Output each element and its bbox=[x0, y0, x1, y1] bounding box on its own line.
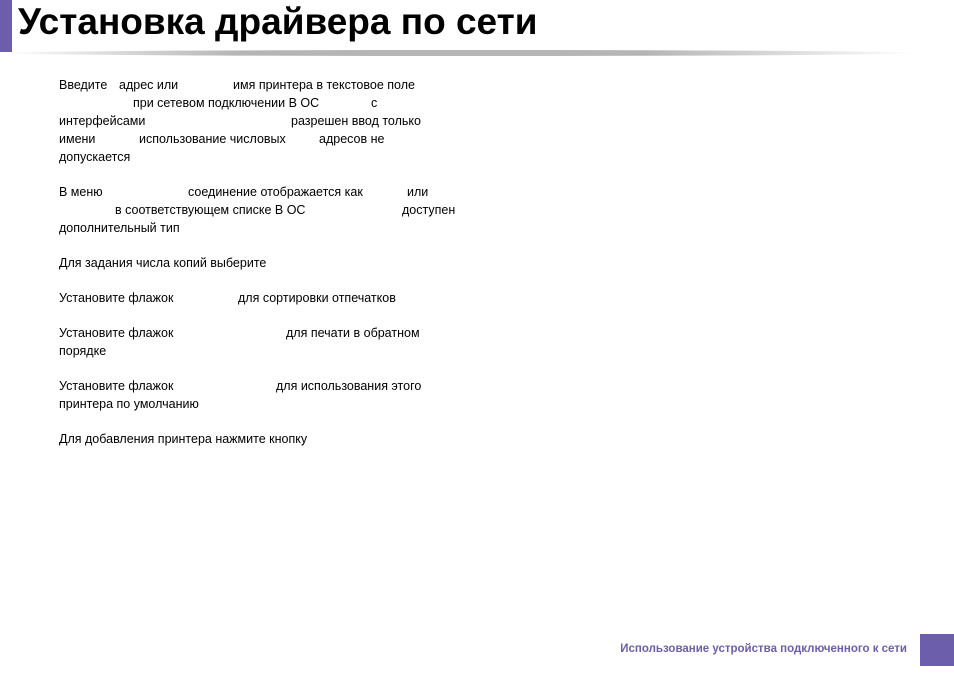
text-line bbox=[59, 324, 479, 342]
text-line bbox=[59, 289, 479, 307]
text-segment: соединение отображается как bbox=[188, 185, 363, 199]
text-line bbox=[59, 254, 479, 272]
text-line bbox=[59, 76, 479, 94]
text-line bbox=[59, 183, 479, 201]
text-line bbox=[59, 395, 479, 413]
paragraph-default-printer bbox=[59, 377, 479, 413]
text-segment: Введите bbox=[59, 78, 108, 92]
paragraph-connection-type bbox=[59, 183, 479, 237]
text-segment: принтера по умолчанию bbox=[59, 397, 199, 411]
page-number-box bbox=[920, 634, 954, 666]
text-segment: имени bbox=[59, 132, 96, 146]
text-line bbox=[59, 201, 479, 219]
text-segment: допускается bbox=[59, 150, 131, 164]
text-segment: адресов не bbox=[319, 132, 385, 146]
text-segment: Установите флажок bbox=[59, 326, 174, 340]
text-segment: использование числовых bbox=[139, 132, 286, 146]
text-segment: интерфейсами bbox=[59, 114, 146, 128]
text-line bbox=[59, 342, 479, 360]
text-segment: для сортировки отпечатков bbox=[238, 291, 396, 305]
text-segment: адрес или bbox=[119, 78, 179, 92]
text-line bbox=[59, 430, 479, 448]
text-segment: имя принтера в текстовое поле bbox=[233, 78, 415, 92]
page-title: Установка драйвера по сети bbox=[18, 1, 538, 42]
text-segment: доступен bbox=[402, 203, 456, 217]
text-segment: Установите флажок bbox=[59, 291, 174, 305]
text-line bbox=[59, 112, 479, 130]
paragraph-add-printer bbox=[59, 430, 479, 448]
title-accent-bar bbox=[0, 0, 12, 52]
text-line bbox=[59, 130, 479, 148]
text-segment: Для добавления принтера нажмите кнопку bbox=[59, 432, 308, 446]
text-segment: для печати в обратном bbox=[286, 326, 420, 340]
text-segment: или bbox=[407, 185, 429, 199]
footer-section-title: Использование устройства подключенного к сети bbox=[620, 643, 907, 655]
text-segment: в соответствующем списке В ОС bbox=[115, 203, 306, 217]
text-line bbox=[59, 377, 479, 395]
text-segment: для использования этого bbox=[276, 379, 422, 393]
text-segment: разрешен ввод только bbox=[291, 114, 421, 128]
text-line bbox=[59, 148, 479, 166]
text-line bbox=[59, 94, 479, 112]
text-segment: дополнительный тип bbox=[59, 221, 180, 235]
text-segment: Для задания числа копий выберите bbox=[59, 256, 267, 270]
body-text bbox=[59, 76, 479, 448]
text-segment: с bbox=[371, 96, 378, 110]
paragraph-collate bbox=[59, 289, 479, 307]
paragraph-ip-address bbox=[59, 76, 479, 166]
text-segment: Установите флажок bbox=[59, 379, 174, 393]
text-line bbox=[59, 219, 479, 237]
paragraph-reverse-order bbox=[59, 324, 479, 360]
title-underline bbox=[12, 50, 917, 56]
text-segment: при сетевом подключении В ОС bbox=[133, 96, 320, 110]
paragraph-copies bbox=[59, 254, 479, 272]
text-segment: В меню bbox=[59, 185, 103, 199]
text-segment: порядке bbox=[59, 344, 107, 358]
